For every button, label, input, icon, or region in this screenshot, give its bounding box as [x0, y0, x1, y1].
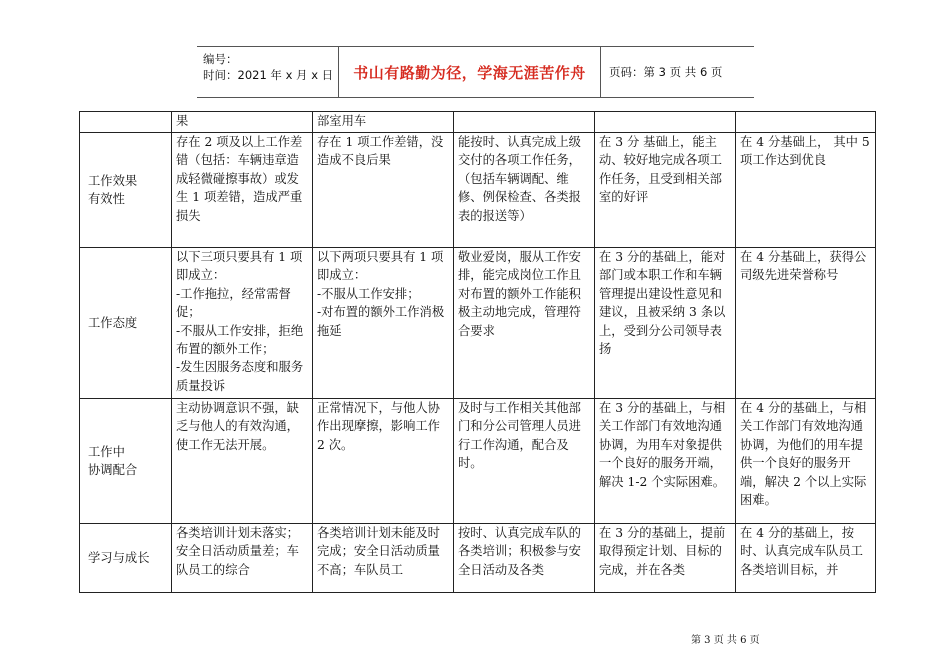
table-cell: 及时与工作相关其他部门和分公司管理人员进行工作沟通，配合及时。 [454, 399, 595, 524]
document-number-label: 编号： [203, 52, 238, 66]
category-cell: 学习与成长 [80, 524, 172, 593]
page-footer: 第 3 页 共 6 页 [691, 635, 760, 646]
table-cell: 在 4 分基础上，获得公司级先进荣誉称号 [736, 248, 876, 399]
table-cell: 按时、认真完成车队的各类培训；积极参与安全日活动及各类 [454, 524, 595, 593]
page-header [197, 46, 754, 98]
table-cell: 果 [172, 112, 313, 133]
document-time-label: 时间：2021 年 x 月 x 日 [203, 68, 334, 82]
header-page-label: 页码：第 3 页 共 6 页 [609, 65, 723, 79]
header-slogan: 书山有路勤为径，学海无涯苦作舟 [353, 63, 586, 82]
table-cell: 各类培训计划未落实；安全日活动质量差；车队员工的综合 [172, 524, 313, 593]
table-cell: 在 3 分 基础上，能主动、较好地完成各项工作任务，且受到相关部室的好评 [595, 133, 736, 248]
table-cell [454, 112, 595, 133]
header-meta [197, 47, 339, 97]
table-cell: 以下两项只要具有 1 项即成立： -不服从工作安排； -对布置的额外工作消极拖延 [313, 248, 454, 399]
table-row [80, 112, 876, 133]
table-cell: 各类培训计划未能及时完成；安全日活动质量不高；车队员工 [313, 524, 454, 593]
table-cell: 部室用车 [313, 112, 454, 133]
evaluation-table [79, 111, 876, 593]
table-cell [80, 112, 172, 133]
table-cell: 在 3 分的基础上，与相关工作部门有效地沟通协调，为用车对象提供一个良好的服务开端，解决 1-2 个实际困难。 [595, 399, 736, 524]
table-row [80, 524, 876, 593]
table-row [80, 248, 876, 399]
category-cell: 工作态度 [80, 248, 172, 399]
category-cell: 工作中 协调配合 [80, 399, 172, 524]
table-cell: 敬业爱岗，服从工作安排，能完成岗位工作且对布置的额外工作能积极主动地完成，管理符合要求 [454, 248, 595, 399]
table-cell: 存在 2 项及以上工作差错（包括：车辆违章造成轻微碰擦事故）或发生 1 项差错，造成严重损失 [172, 133, 313, 248]
table-cell: 在 3 分的基础上，能对部门或本职工作和车辆管理提出建设性意见和建议，且被采纳 3 条以上，受到分公司领导表扬 [595, 248, 736, 399]
table-cell: 主动协调意识不强，缺乏与他人的有效沟通，使工作无法开展。 [172, 399, 313, 524]
table-row [80, 399, 876, 524]
table-cell: 正常情况下，与他人协作出现摩擦，影响工作 2 次。 [313, 399, 454, 524]
table-cell: 能按时、认真完成上级交付的各项工作任务，（包括车辆调配、维修、例保检查、各类报表的报送等） [454, 133, 595, 248]
table-cell: 在 4 分基础上， 其中 5 项工作达到优良 [736, 133, 876, 248]
category-cell: 工作效果 有效性 [80, 133, 172, 248]
header-page-cell [601, 47, 754, 97]
table-cell: 在 4 分的基础上，按时、认真完成车队员工各类培训目标，并 [736, 524, 876, 593]
table-cell: 在 4 分的基础上，与相关工作部门有效地沟通协调，为他们的用车提供一个良好的服务开端，解决 2 个以上实际困难。 [736, 399, 876, 524]
table-cell: 以下三项只要具有 1 项即成立： -工作拖拉，经常需督促； -不服从工作安排，拒绝布置的额外工作； -发生因服务态度和服务质量投诉 [172, 248, 313, 399]
table-row [80, 133, 876, 248]
table-cell [595, 112, 736, 133]
table-cell: 在 3 分的基础上，提前取得预定计划、目标的完成，并在各类 [595, 524, 736, 593]
table-cell [736, 112, 876, 133]
table-cell: 存在 1 项工作差错，没造成不良后果 [313, 133, 454, 248]
header-slogan-cell [339, 47, 601, 97]
